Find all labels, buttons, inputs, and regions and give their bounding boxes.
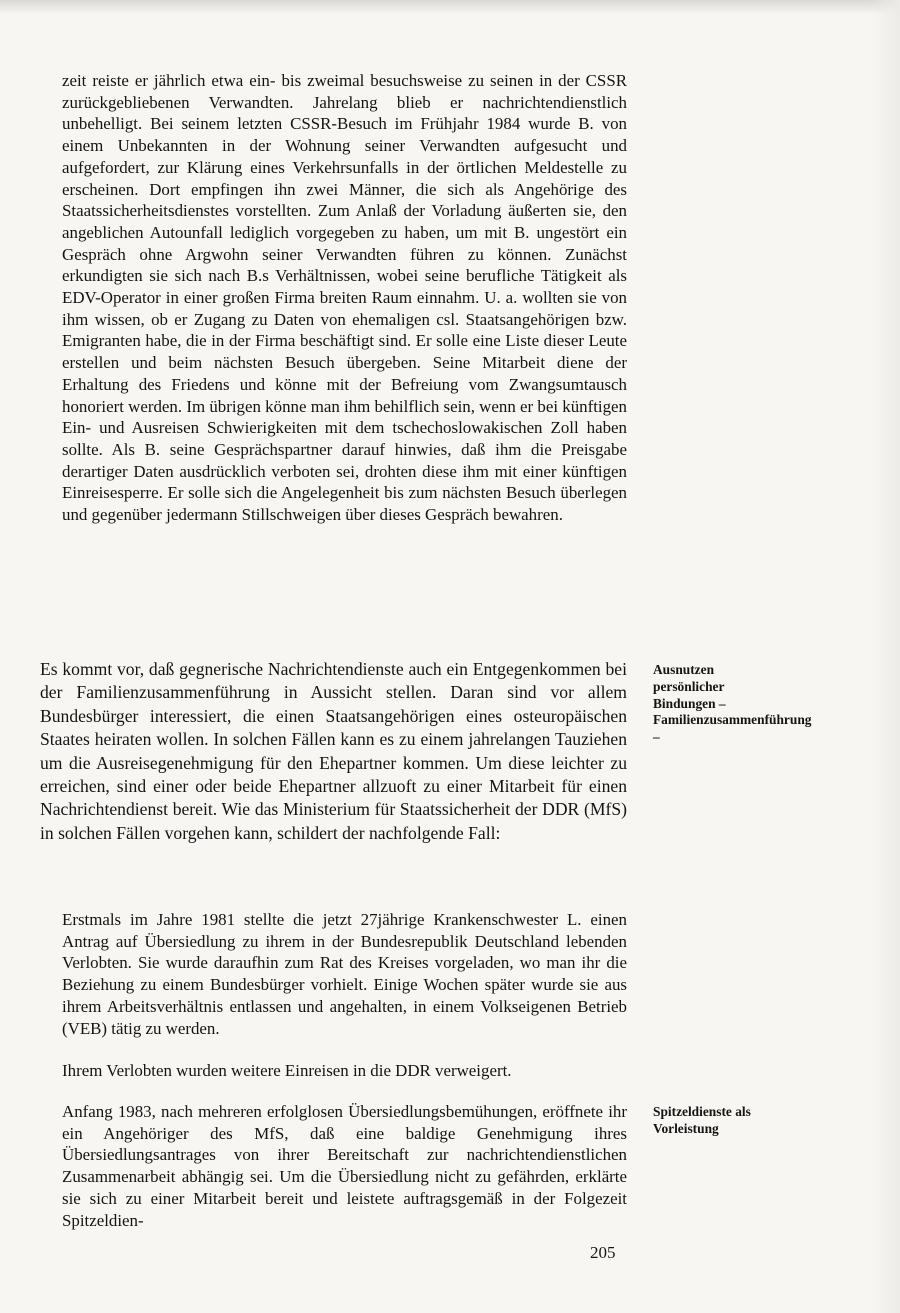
case-paragraph-l: Erstmals im Jahre 1981 stellte die jetzt 27jährige Krankenschwester L. einen Antrag auf Übersiedlung zu ihrem in der Bundesrepublik Deutschland lebenden Verlobten. Sie wurde daraufhin zum Rat des Kreises vorgeladen, wo man ihr die Beziehung zu einem Bundesbürger vorhielt. Einige Wochen später wurde sie aus ihrem Arbeitsverhältnis entlassen und angehalten, in einem Volkseigenen Betrieb (VEB) tätig zu werden. — [62, 910, 627, 1038]
scan-shadow-right — [870, 0, 900, 1313]
scan-shadow-top — [0, 0, 900, 14]
margin-note-spy-services: Spitzeldienste als Vorleistung — [653, 1104, 751, 1136]
case-paragraph-l-fiance: Ihrem Verlobten wurden weitere Einreisen in die DDR verweigert. — [62, 1061, 512, 1080]
page-number: 205 — [590, 1243, 616, 1262]
margin-note-family-reunion: Ausnutzen persönlicher Bindungen – Familienzusammenführung – — [653, 662, 812, 745]
case-paragraph-mfs: Anfang 1983, nach mehreren erfolglosen Übersiedlungsbemühungen, eröffnete ihr ein Angehöriger des MfS, daß eine baldige Genehmigung ihres Übersiedlungsantrages von ihrer Bereitschaft zur nachrichtendienstlichen Zusammenarbeit abhängig sei. Um die Übersiedlung nicht zu gefährden, erklärte sie sich zu einer Mitarbeit bereit und leistete auftragsgemäß in der Folgezeit Spitzeldien- — [62, 1102, 627, 1230]
body-paragraph-family-reunion: Es kommt vor, daß gegnerische Nachrichtendienste auch ein Entgegenkommen bei der Familienzusammenführung in Aussicht stellen. Daran sind vor allem Bundesbürger interessiert, die einen Staatsangehörigen eines osteuropäischen Staates heiraten wollen. In solchen Fällen kann es zu einem jahrelangen Tauziehen um die Ausreisegenehmigung für den Ehepartner kommen. Um diese leichter zu erreichen, sind einer oder beide Ehepartner allzuoft zu einer Mitarbeit für einen Nachrichtendienst bereit. Wie das Ministerium für Staatssicherheit der DDR (MfS) in solchen Fällen vorgehen kann, schildert der nachfolgende Fall: — [40, 659, 627, 843]
case-paragraph-b: zeit reiste er jährlich etwa ein- bis zweimal besuchsweise zu seinen in der CSSR zurückgebliebenen Verwandten. Jahrelang blieb er nachrichtendienstlich unbehelligt. Bei seinem letzten CSSR-Besuch im Frühjahr 1984 wurde B. von einem Unbekannten in der Wohnung seiner Verwandten aufgesucht und aufgefordert, zur Klärung eines Verkehrsunfalls in der örtlichen Meldestelle zu erscheinen. Dort empfingen ihn zwei Männer, die sich als Angehörige des Staatssicherheitsdienstes vorstellten. Zum Anlaß der Vorladung äußerten sie, den angeblichen Autounfall lediglich vorgegeben zu haben, um mit B. ungestört ein Gespräch ohne Argwohn seiner Verwandten führen zu können. Zunächst erkundigten sie sich nach B.s Verhältnissen, wobei seine berufliche Tätigkeit als EDV-Operator in einer großen Firma breiten Raum einnahm. U. a. wollten sie von ihm wissen, ob er Zugang zu Daten von ehemaligen csl. Staatsangehörigen bzw. Emigranten habe, die in der Firma beschäftigt sind. Er solle eine Liste dieser Leute erstellen und beim nächsten Besuch übergeben. Seine Mitarbeit diene der Erhaltung des Friedens und könne mit der Befreiung vom Zwangsumtausch honoriert werden. Im übrigen könne man ihm behilflich sein, wenn er bei künftigen Ein- und Ausreisen Schwierigkeiten mit dem tschechoslowakischen Zoll haben sollte. Als B. seine Gesprächspartner darauf hinwies, daß ihm die Preisgabe derartiger Daten ausdrücklich verboten sei, drohten diese ihm mit einer künftigen Einreisesperre. Er solle sich die Angelegenheit bis zum nächsten Besuch überlegen und gegenüber jedermann Stillschweigen über dieses Gespräch bewahren. — [62, 71, 627, 525]
